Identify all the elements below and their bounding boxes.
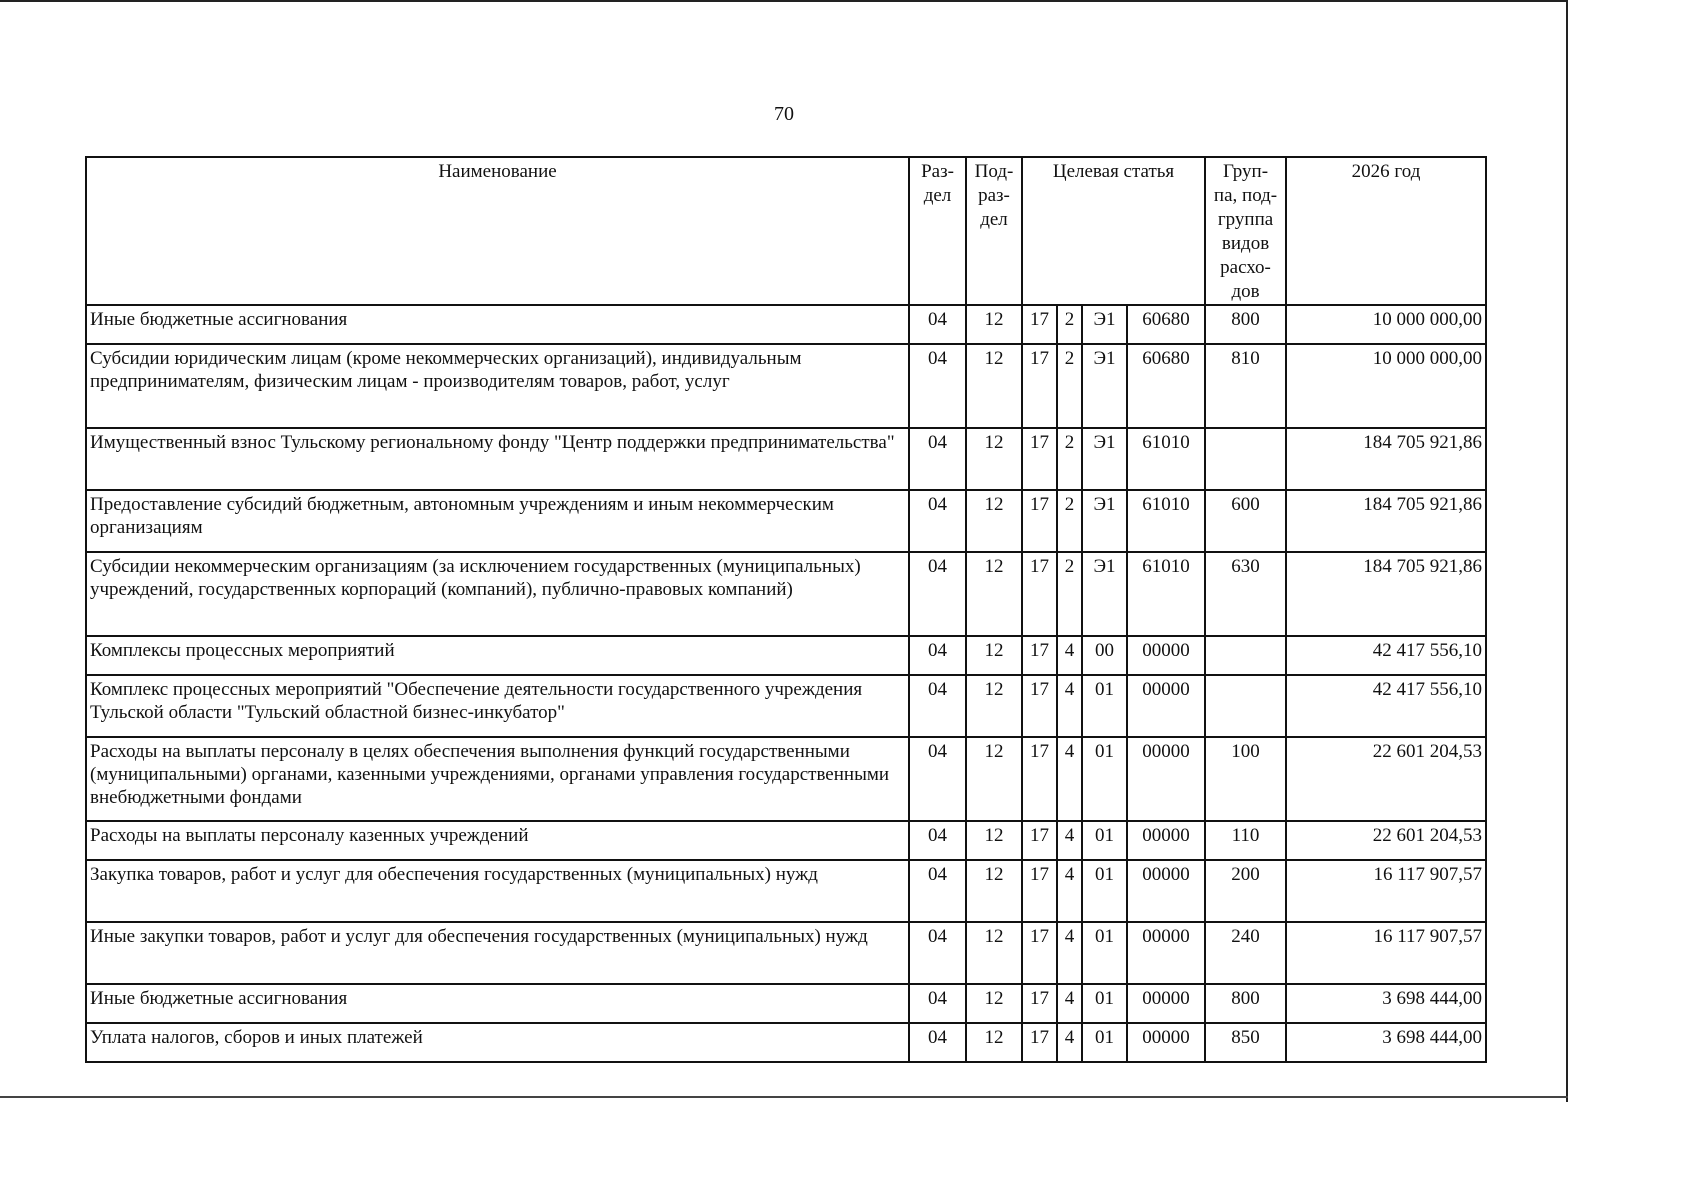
row-section: 04 xyxy=(909,984,966,1023)
table-row xyxy=(86,1023,1486,1062)
row-section: 04 xyxy=(909,675,966,737)
row-target-type: 4 xyxy=(1057,922,1082,984)
table-row xyxy=(86,344,1486,428)
row-target-program: 17 xyxy=(1022,552,1057,636)
row-name: Комплексы процессных мероприятий xyxy=(86,636,909,675)
budget-table xyxy=(85,156,1487,1063)
row-amount: 16 117 907,57 xyxy=(1286,860,1486,922)
row-subsection: 12 xyxy=(966,860,1022,922)
table-row xyxy=(86,428,1486,490)
row-target-type: 2 xyxy=(1057,490,1082,552)
row-amount: 42 417 556,10 xyxy=(1286,636,1486,675)
row-target-type: 4 xyxy=(1057,636,1082,675)
row-section: 04 xyxy=(909,305,966,344)
row-target-program: 17 xyxy=(1022,860,1057,922)
row-subsection: 12 xyxy=(966,428,1022,490)
row-target-project: 01 xyxy=(1082,821,1127,860)
header-subsection xyxy=(966,157,1022,305)
row-expense-group: 240 xyxy=(1205,922,1286,984)
row-target-direction: 00000 xyxy=(1127,860,1205,922)
row-subsection: 12 xyxy=(966,984,1022,1023)
header-expense-group-line: группа xyxy=(1217,209,1274,230)
row-target-direction: 60680 xyxy=(1127,305,1205,344)
row-target-direction: 00000 xyxy=(1127,821,1205,860)
header-expense-group-line: па, под- xyxy=(1213,185,1278,206)
header-year: 2026 год xyxy=(1286,157,1486,305)
row-amount: 22 601 204,53 xyxy=(1286,821,1486,860)
row-section: 04 xyxy=(909,490,966,552)
row-amount: 10 000 000,00 xyxy=(1286,305,1486,344)
row-target-direction: 00000 xyxy=(1127,922,1205,984)
row-subsection: 12 xyxy=(966,922,1022,984)
row-amount: 3 698 444,00 xyxy=(1286,984,1486,1023)
row-expense-group: 850 xyxy=(1205,1023,1286,1062)
row-expense-group: 600 xyxy=(1205,490,1286,552)
row-target-direction: 61010 xyxy=(1127,428,1205,490)
row-target-project: 01 xyxy=(1082,860,1127,922)
row-amount: 184 705 921,86 xyxy=(1286,490,1486,552)
row-target-project: Э1 xyxy=(1082,490,1127,552)
row-amount: 184 705 921,86 xyxy=(1286,428,1486,490)
row-section: 04 xyxy=(909,1023,966,1062)
row-target-type: 4 xyxy=(1057,675,1082,737)
row-subsection: 12 xyxy=(966,552,1022,636)
row-name: Имущественный взнос Тульскому региональному фонду "Центр поддержки предпринимательства" xyxy=(86,428,909,490)
header-target-article: Целевая статья xyxy=(1022,157,1205,305)
row-name: Закупка товаров, работ и услуг для обеспечения государственных (муниципальных) нужд xyxy=(86,860,909,922)
row-target-direction: 61010 xyxy=(1127,490,1205,552)
table-row xyxy=(86,860,1486,922)
row-target-program: 17 xyxy=(1022,428,1057,490)
row-target-project: Э1 xyxy=(1082,552,1127,636)
row-amount: 184 705 921,86 xyxy=(1286,552,1486,636)
row-target-project: Э1 xyxy=(1082,428,1127,490)
row-target-project: 01 xyxy=(1082,675,1127,737)
table-row xyxy=(86,490,1486,552)
row-section: 04 xyxy=(909,428,966,490)
header-expense-group xyxy=(1205,157,1286,305)
row-name: Расходы на выплаты персоналу казенных учреждений xyxy=(86,821,909,860)
row-target-project: 01 xyxy=(1082,922,1127,984)
row-expense-group xyxy=(1205,675,1286,737)
row-target-project: Э1 xyxy=(1082,305,1127,344)
row-subsection: 12 xyxy=(966,490,1022,552)
row-target-program: 17 xyxy=(1022,636,1057,675)
row-target-program: 17 xyxy=(1022,737,1057,821)
row-expense-group: 810 xyxy=(1205,344,1286,428)
row-target-type: 4 xyxy=(1057,737,1082,821)
row-target-program: 17 xyxy=(1022,305,1057,344)
header-expense-group-line: Груп- xyxy=(1223,161,1269,182)
header-section xyxy=(909,157,966,305)
row-target-direction: 61010 xyxy=(1127,552,1205,636)
header-subsection-line: дел xyxy=(980,209,1008,230)
row-target-type: 4 xyxy=(1057,1023,1082,1062)
row-amount: 42 417 556,10 xyxy=(1286,675,1486,737)
row-target-type: 2 xyxy=(1057,552,1082,636)
table-row xyxy=(86,922,1486,984)
row-subsection: 12 xyxy=(966,1023,1022,1062)
table-row xyxy=(86,737,1486,821)
row-expense-group xyxy=(1205,636,1286,675)
header-subsection-line: Под- xyxy=(974,161,1014,182)
header-section-line: Раз- xyxy=(921,161,954,182)
row-expense-group xyxy=(1205,428,1286,490)
row-target-program: 17 xyxy=(1022,821,1057,860)
header-subsection-line: раз- xyxy=(978,185,1010,206)
row-section: 04 xyxy=(909,636,966,675)
row-target-direction: 60680 xyxy=(1127,344,1205,428)
row-expense-group: 100 xyxy=(1205,737,1286,821)
row-name: Субсидии юридическим лицам (кроме некоммерческих организаций), индивидуальным предпринимателям, физическим лицам - производителям товаров, работ, услуг xyxy=(86,344,909,428)
row-target-direction: 00000 xyxy=(1127,984,1205,1023)
row-amount: 22 601 204,53 xyxy=(1286,737,1486,821)
row-section: 04 xyxy=(909,344,966,428)
row-subsection: 12 xyxy=(966,675,1022,737)
row-target-type: 2 xyxy=(1057,428,1082,490)
row-subsection: 12 xyxy=(966,636,1022,675)
row-name: Расходы на выплаты персоналу в целях обеспечения выполнения функций государственными (муниципальными) органами, казенными учреждениями, органами управления государственными внебюджетными фондами xyxy=(86,737,909,821)
row-section: 04 xyxy=(909,821,966,860)
row-name: Иные бюджетные ассигнования xyxy=(86,984,909,1023)
row-target-direction: 00000 xyxy=(1127,675,1205,737)
row-name: Предоставление субсидий бюджетным, автономным учреждениям и иным некоммерческим организациям xyxy=(86,490,909,552)
row-target-project: Э1 xyxy=(1082,344,1127,428)
row-amount: 16 117 907,57 xyxy=(1286,922,1486,984)
row-name: Иные закупки товаров, работ и услуг для обеспечения государственных (муниципальных) нужд xyxy=(86,922,909,984)
row-amount: 10 000 000,00 xyxy=(1286,344,1486,428)
row-target-project: 01 xyxy=(1082,984,1127,1023)
row-target-direction: 00000 xyxy=(1127,737,1205,821)
row-target-program: 17 xyxy=(1022,1023,1057,1062)
header-expense-group-line: видов xyxy=(1221,233,1270,254)
row-target-project: 01 xyxy=(1082,737,1127,821)
row-section: 04 xyxy=(909,860,966,922)
row-section: 04 xyxy=(909,922,966,984)
row-expense-group: 800 xyxy=(1205,305,1286,344)
row-target-program: 17 xyxy=(1022,984,1057,1023)
row-subsection: 12 xyxy=(966,821,1022,860)
table-row xyxy=(86,984,1486,1023)
row-target-project: 00 xyxy=(1082,636,1127,675)
row-target-type: 4 xyxy=(1057,860,1082,922)
header-name: Наименование xyxy=(86,157,909,305)
scan-edge-bottom xyxy=(0,1096,1568,1098)
row-section: 04 xyxy=(909,737,966,821)
header-expense-group-line: дов xyxy=(1231,281,1260,302)
row-target-program: 17 xyxy=(1022,490,1057,552)
row-amount: 3 698 444,00 xyxy=(1286,1023,1486,1062)
row-name: Уплата налогов, сборов и иных платежей xyxy=(86,1023,909,1062)
table-row xyxy=(86,675,1486,737)
row-name: Субсидии некоммерческим организациям (за исключением государственных (муниципальных) учреждений, государственных корпораций (компаний), публично-правовых компаний) xyxy=(86,552,909,636)
header-section-line: дел xyxy=(923,185,952,206)
row-subsection: 12 xyxy=(966,344,1022,428)
header-expense-group-line: расхо- xyxy=(1220,257,1271,278)
row-section: 04 xyxy=(909,552,966,636)
table-row xyxy=(86,305,1486,344)
table-row xyxy=(86,821,1486,860)
row-target-program: 17 xyxy=(1022,344,1057,428)
page-number: 70 xyxy=(774,103,794,125)
row-expense-group: 110 xyxy=(1205,821,1286,860)
row-subsection: 12 xyxy=(966,737,1022,821)
row-target-direction: 00000 xyxy=(1127,1023,1205,1062)
table-row xyxy=(86,552,1486,636)
row-subsection: 12 xyxy=(966,305,1022,344)
row-expense-group: 200 xyxy=(1205,860,1286,922)
scan-edge-right xyxy=(1566,0,1568,1102)
row-target-project: 01 xyxy=(1082,1023,1127,1062)
row-target-direction: 00000 xyxy=(1127,636,1205,675)
row-name: Иные бюджетные ассигнования xyxy=(86,305,909,344)
row-expense-group: 800 xyxy=(1205,984,1286,1023)
row-target-type: 2 xyxy=(1057,305,1082,344)
row-target-type: 4 xyxy=(1057,821,1082,860)
header-row xyxy=(86,157,1486,305)
row-expense-group: 630 xyxy=(1205,552,1286,636)
row-target-type: 4 xyxy=(1057,984,1082,1023)
row-name: Комплекс процессных мероприятий "Обеспечение деятельности государственного учреждения Тульской области "Тульский областной бизнес-инкубатор" xyxy=(86,675,909,737)
scan-edge-top xyxy=(0,0,1568,2)
row-target-program: 17 xyxy=(1022,675,1057,737)
row-target-program: 17 xyxy=(1022,922,1057,984)
table-row xyxy=(86,636,1486,675)
row-target-type: 2 xyxy=(1057,344,1082,428)
